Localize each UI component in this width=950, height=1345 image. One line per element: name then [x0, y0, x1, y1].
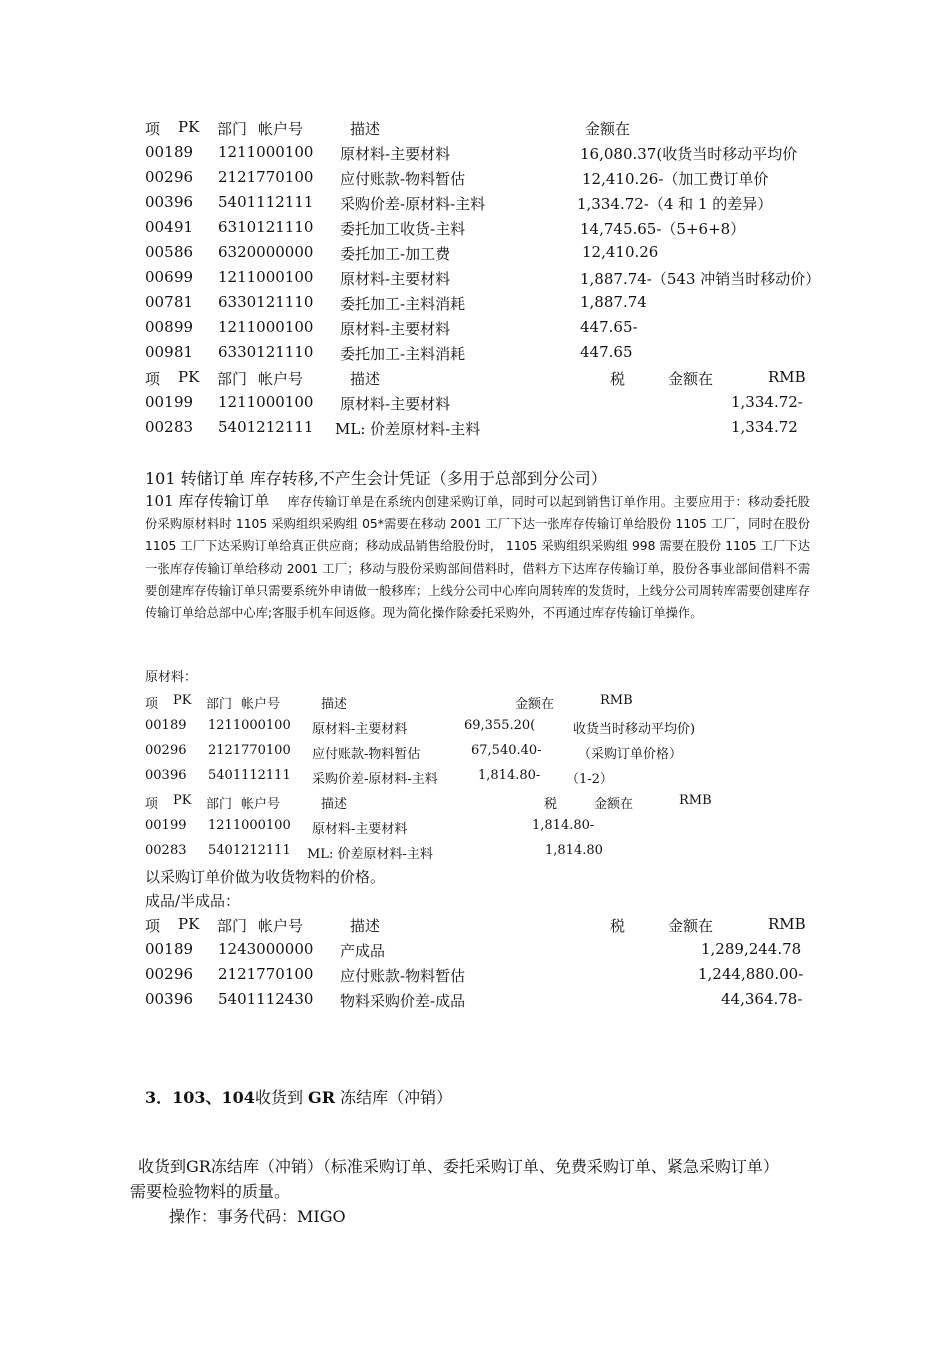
table-row — [0, 718, 950, 743]
col-desc: 描述 — [350, 370, 381, 388]
col-item: 项 — [145, 917, 161, 935]
amount: 12,410.26-（加工费订单价 — [582, 170, 769, 188]
description: ML: 价差原材料-主料 — [307, 847, 433, 862]
amount: 447.65 — [580, 343, 633, 361]
table-header — [0, 915, 950, 940]
item-no: 007 — [145, 293, 174, 311]
col-dept: 部门 — [217, 370, 248, 388]
amount: 1,244,880.00- — [698, 965, 804, 983]
col-account: 帐户号 — [241, 697, 281, 712]
description: 委托加工-主料消耗 — [340, 345, 466, 363]
col-item: 项 — [145, 697, 159, 712]
item-no: 002 — [145, 168, 174, 186]
item-no: 002 — [145, 743, 170, 758]
col-amount: 金额在 — [515, 697, 555, 712]
table-row — [0, 843, 950, 868]
account: 5401112430 — [218, 990, 314, 1008]
item-no: 002 — [145, 965, 174, 983]
account: 5401212111 — [218, 418, 314, 436]
pk: 99 — [170, 818, 187, 833]
raw-material-label: 原材料： — [145, 670, 198, 685]
transfer-order-line: 101 转储订单 库存转移,不产生会计凭证（多用于总部到分公司） — [145, 469, 607, 488]
description: 原材料-主要材料 — [340, 270, 451, 288]
col-dept: 部门 — [217, 120, 248, 138]
table-header — [0, 793, 950, 818]
account: 1211000100 — [218, 393, 314, 411]
item-no: 001 — [145, 718, 170, 733]
item-no: 009 — [145, 343, 174, 361]
col-desc: 描述 — [350, 917, 381, 935]
description: 应付账款-物料暂估 — [312, 747, 421, 762]
col-account: 帐户号 — [241, 797, 281, 812]
amount-note: （1-2） — [566, 772, 613, 787]
table-row — [0, 343, 950, 368]
col-item: 项 — [145, 797, 159, 812]
pk: 83 — [170, 843, 187, 858]
amount: 16,080.37(收货当时移动平均价 — [580, 145, 798, 163]
description: 应付账款-物料暂估 — [340, 170, 466, 188]
item-no: 003 — [145, 193, 174, 211]
table-row — [0, 768, 950, 793]
item-no: 008 — [145, 318, 174, 336]
section-3-gr: GR — [308, 1088, 335, 1107]
item-no: 005 — [145, 243, 174, 261]
table-row — [0, 243, 950, 268]
col-account: 帐户号 — [258, 370, 304, 388]
amount-note: （采购订单价格） — [578, 747, 683, 762]
item-no: 001 — [145, 940, 174, 958]
amount: 1,334.72- — [731, 393, 803, 411]
col-currency: RMB — [768, 368, 806, 386]
col-account: 帐户号 — [258, 120, 304, 138]
account: 1211000100 — [218, 143, 314, 161]
sto-body: 库存传输订单是在系统内创建采购订单，同时可以起到销售订单作用。主要应用于：移动委托股份采购原材料时 1105 采购组织采购组 05*需要在移动 2001 工厂下达一张库存传输订单给股份 1105 工厂，同时在股份 1105 工厂下达采购订单给真正供应商；移动成品销售给股份时， 1105 采购组织采购组 998 需要在股份 1105 工厂下达一张库存传输订单给移动 2001 工厂；移动与股份采购部间借料时，借料方下达库存传输订单，股份各事业部间借料不需要创建库存传输订单只需要系统外申请做一般移库；上线分公司中心库向周转库的发货时，上线分公司周转库需要创建库存传输订单给总部中心库;客服手机车间返修。现为简化操作除委托采购外，不再通过库存传输订单操作。 — [145, 495, 810, 621]
item-no: 001 — [145, 393, 174, 411]
amount: 67,540.40- — [471, 743, 542, 758]
po-price-note: 以采购订单价做为收货物料的价格。 — [145, 868, 386, 886]
amount: 1,887.74 — [580, 293, 647, 311]
table-row — [0, 818, 950, 843]
amount: 1,289,244.78 — [701, 940, 802, 958]
description: 原材料-主要材料 — [340, 145, 451, 163]
description: 采购价差-原材料-主料 — [312, 772, 438, 787]
table-header — [0, 693, 950, 718]
account: 2121770100 — [218, 965, 314, 983]
section-3-heading — [145, 1085, 452, 1108]
item-no: 002 — [145, 418, 174, 436]
amount: 12,410.26 — [582, 243, 659, 261]
account: 1211000100 — [208, 818, 291, 833]
pk: 96 — [174, 168, 194, 186]
pk: 99 — [174, 318, 194, 336]
account: 6330121110 — [218, 293, 314, 311]
col-amount: 金额在 — [585, 120, 631, 138]
col-tax: 税 — [610, 370, 626, 388]
table-row — [0, 293, 950, 318]
table-row — [0, 168, 950, 193]
table-row — [0, 990, 950, 1015]
description: 采购价差-原材料-主料 — [340, 195, 486, 213]
col-amount: 金额在 — [594, 797, 634, 812]
col-dept: 部门 — [217, 917, 248, 935]
item-no: 001 — [145, 143, 174, 161]
amount: 1,887.74-（543 冲销当时移动价） — [580, 270, 821, 288]
col-currency: RMB — [679, 793, 712, 808]
col-pk: PK — [173, 693, 192, 708]
posting-table-3 — [0, 693, 950, 868]
col-amount: 金额在 — [668, 370, 714, 388]
section-3-tail: 冻结库（冲销） — [335, 1088, 453, 1107]
description: 产成品 — [340, 942, 386, 960]
pk: 81 — [174, 343, 194, 361]
item-no: 003 — [145, 768, 170, 783]
col-item: 项 — [145, 370, 161, 388]
col-pk: PK — [178, 368, 200, 386]
table-row — [0, 393, 950, 418]
col-currency: RMB — [768, 915, 806, 933]
col-desc: 描述 — [321, 797, 348, 812]
amount: 1,334.72-（4 和 1 的差异） — [577, 195, 773, 213]
amount: 1,814.80- — [532, 818, 595, 833]
pk: 96 — [170, 743, 187, 758]
item-no: 004 — [145, 218, 174, 236]
pk: 96 — [170, 768, 187, 783]
pk: 99 — [174, 268, 194, 286]
pk: 96 — [174, 990, 194, 1008]
finished-goods-label: 成品/半成品： — [145, 892, 241, 910]
col-dept: 部门 — [206, 797, 233, 812]
section-3-number: 3．103、104 — [145, 1088, 255, 1107]
amount: 1,814.80 — [545, 843, 603, 858]
pk: 86 — [174, 243, 194, 261]
sto-lead: 101 库存传输订单 — [145, 492, 270, 510]
pk: 89 — [170, 718, 187, 733]
pk: 89 — [174, 940, 194, 958]
account: 2121770100 — [218, 168, 314, 186]
description: 原材料-主要材料 — [312, 822, 408, 837]
table-row — [0, 318, 950, 343]
sto-paragraph — [145, 490, 810, 624]
description: 物料采购价差-成品 — [340, 992, 466, 1010]
item-no: 003 — [145, 990, 174, 1008]
table-header — [0, 368, 950, 393]
account: 1211000100 — [208, 718, 291, 733]
pk: 83 — [174, 418, 194, 436]
amount: 69,355.20( — [464, 718, 536, 733]
col-desc: 描述 — [350, 120, 381, 138]
table-row — [0, 143, 950, 168]
description: 委托加工-主料消耗 — [340, 295, 466, 313]
table-row — [0, 418, 950, 443]
col-tax: 税 — [544, 797, 558, 812]
section-3-text: 收货到 — [254, 1088, 309, 1107]
account: 1211000100 — [218, 318, 314, 336]
description: 原材料-主要材料 — [312, 722, 408, 737]
pk: 99 — [174, 393, 194, 411]
item-no: 001 — [145, 818, 170, 833]
col-pk: PK — [178, 915, 200, 933]
pk: 91 — [174, 218, 194, 236]
col-currency: RMB — [600, 693, 633, 708]
col-item: 项 — [145, 120, 161, 138]
account: 2121770100 — [208, 743, 291, 758]
col-amount: 金额在 — [668, 917, 714, 935]
item-no: 002 — [145, 843, 170, 858]
col-pk: PK — [178, 118, 200, 136]
pk: 81 — [174, 293, 194, 311]
table-row — [0, 965, 950, 990]
col-dept: 部门 — [206, 697, 233, 712]
table-row — [0, 218, 950, 243]
description: 委托加工-加工费 — [340, 245, 451, 263]
amount: 447.65- — [580, 318, 638, 336]
pk: 96 — [174, 193, 194, 211]
description: 原材料-主要材料 — [340, 320, 451, 338]
amount-note: 收货当时移动平均价) — [573, 722, 696, 737]
description: 应付账款-物料暂估 — [340, 967, 466, 985]
description: ML: 价差原材料-主料 — [335, 420, 481, 438]
description: 委托加工收货-主料 — [340, 220, 466, 238]
table-row — [0, 193, 950, 218]
account: 5401112111 — [218, 193, 314, 211]
col-tax: 税 — [610, 917, 626, 935]
table-row — [0, 940, 950, 965]
posting-table-1 — [0, 118, 950, 443]
gr-description-line-2: 需要检验物料的质量。 — [130, 1182, 291, 1201]
account: 1211000100 — [218, 268, 314, 286]
pk: 96 — [174, 965, 194, 983]
description: 原材料-主要材料 — [340, 395, 451, 413]
amount: 1,334.72 — [731, 418, 798, 436]
col-pk: PK — [173, 793, 192, 808]
posting-table-5 — [0, 915, 950, 1015]
amount: 44,364.78- — [721, 990, 803, 1008]
table-header — [0, 118, 950, 143]
item-no: 006 — [145, 268, 174, 286]
account: 6320000000 — [218, 243, 314, 261]
amount: 14,745.65-（5+6+8） — [580, 220, 746, 238]
col-account: 帐户号 — [258, 917, 304, 935]
pk: 89 — [174, 143, 194, 161]
account: 5401112111 — [208, 768, 291, 783]
gr-description-line-1: 收货到GR冻结库（冲销）（标准采购订单、委托采购订单、免费采购订单、紧急采购订单） — [138, 1157, 779, 1176]
operation-line: 操作：事务代码：MIGO — [169, 1207, 346, 1226]
table-row — [0, 743, 950, 768]
account: 6310121110 — [218, 218, 314, 236]
table-row — [0, 268, 950, 293]
amount: 1,814.80- — [478, 768, 541, 783]
account: 5401212111 — [208, 843, 291, 858]
account: 6330121110 — [218, 343, 314, 361]
col-desc: 描述 — [321, 697, 348, 712]
account: 1243000000 — [218, 940, 314, 958]
